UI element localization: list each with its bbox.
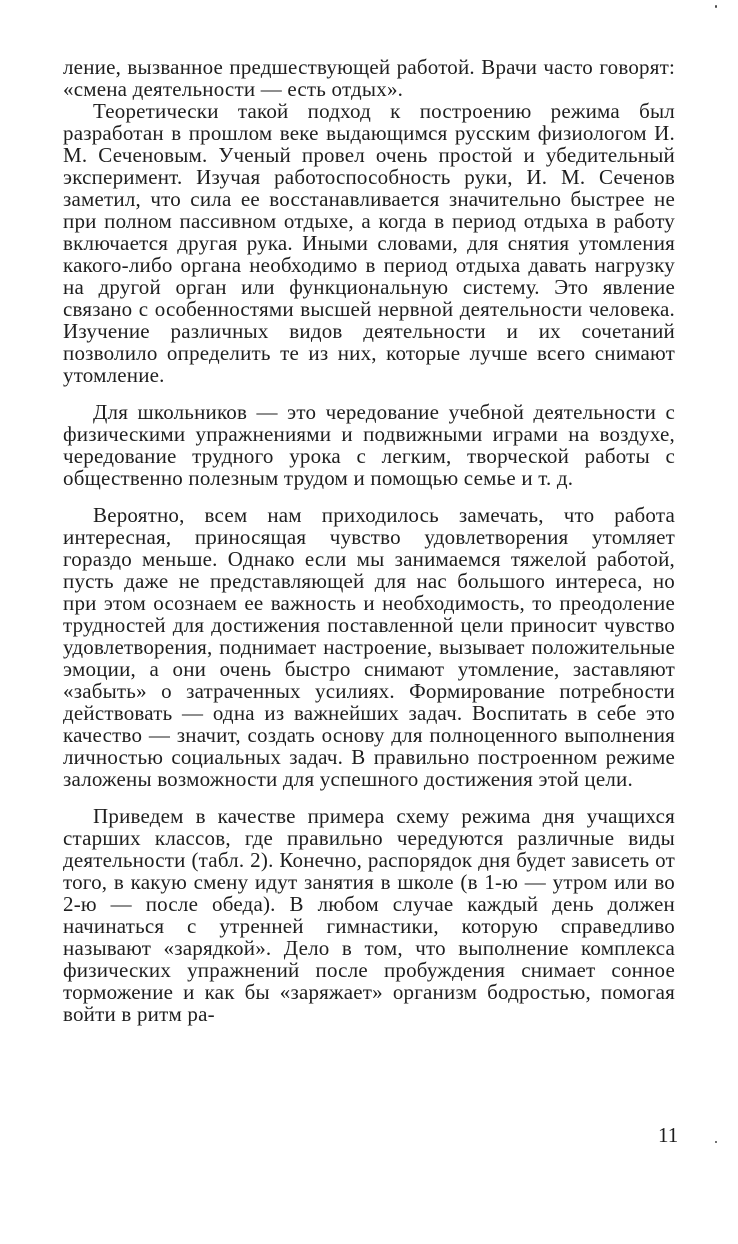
print-speck: [715, 5, 717, 8]
paragraph-sechenov: Теоретически такой подход к построению режима был разработан в прошлом веке выдающимся русским физиологом И. М. Сеченовым. Ученый провел очень простой и убедительный эксперимент. Изучая работоспособность руки, И. М. Сеченов заметил, что сила ее восстанавливается значительно быстрее не при полном пассивном отдыхе, а когда в период отдыха в работу включается другая рука. Иными словами, для снятия утомления какого-либо органа необходимо в период отдыха давать нагрузку на другой орган или функциональную систему. Это явление связано с особенностями высшей нервной деятельности человека. Изучение различных видов деятельности и их сочетаний позволило определить те из них, которые лучше всего снимают утомление.: [63, 99, 675, 387]
print-speck: [715, 1141, 717, 1143]
page-number: 11: [658, 1123, 679, 1147]
paragraph-continuation: ление, вызванное предшествующей работой. Врачи часто говорят: «смена деятельности — есть отдых».: [63, 55, 675, 101]
body-text: [63, 56, 675, 1025]
paragraph-motivation: Вероятно, всем нам приходилось замечать, что работа интересная, приносящая чувство удовлетворения утомляет гораздо меньше. Однако если мы занимаемся тяжелой работой, пусть даже не представляющей для нас большого интереса, но при этом осознаем ее важность и необходимость, то преодоление трудностей для достижения поставленной цели приносит чувство удовлетворения, поднимает настроение, вызывает положительные эмоции, а они очень быстро снимают утомление, заставляют «забыть» о затраченных усилиях. Формирование потребности действовать — одна из важнейших задач. Воспитать в себе это качество — значит, создать основу для полноценного выполнения личностью социальных задач. В правильно построенном режиме заложены возможности для успешного достижения этой цели.: [63, 503, 675, 791]
paragraph-daily-schedule: Приведем в качестве примера схему режима дня учащихся старших классов, где правильно чередуются различные виды деятельности (табл. 2). Конечно, распорядок дня будет зависеть от того, в какую смену идут занятия в школе (в 1-ю — утром или во 2-ю — после обеда). В любом случае каждый день должен начинаться с утренней гимнастики, которую справедливо называют «зарядкой». Дело в том, что выполнение комплекса физических упражнений после пробуждения снимает сонное торможение и как бы «заряжает» организм бодростью, помогая войти в ритм ра-: [63, 804, 675, 1026]
paragraph-schoolchildren: Для школьников — это чередование учебной деятельности с физическими упражнениями и подвижными играми на воздухе, чередование трудного урока с легким, творческой работы с общественно полезным трудом и помощью семье и т. д.: [63, 400, 675, 490]
